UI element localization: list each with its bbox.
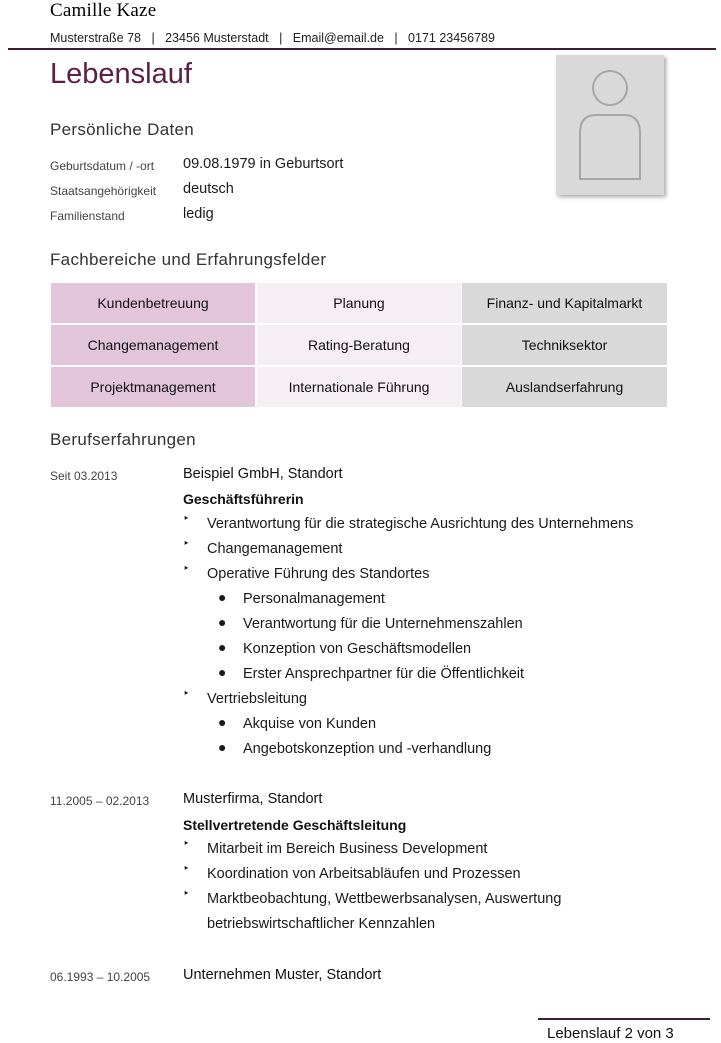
label-nationality: Staatsangehörigkeit bbox=[50, 184, 157, 198]
contact-line: Musterstraße 78 | 23456 Musterstadt | Email@email.de | 0171 23456789 bbox=[50, 31, 495, 45]
label-birth: Geburtsdatum / -ort bbox=[50, 159, 155, 173]
value-marital-status: ledig bbox=[183, 206, 214, 222]
expertise-cell: Changemanagement bbox=[51, 325, 255, 365]
arrow-bullet-icon: ‣ bbox=[183, 563, 190, 575]
contact-city: 23456 Musterstadt bbox=[165, 31, 269, 45]
job-date: 11.2005 – 02.2013 bbox=[50, 794, 150, 808]
arrow-bullet-icon: ‣ bbox=[183, 888, 190, 900]
expertise-cell: Finanz- und Kapitalmarkt bbox=[462, 283, 667, 323]
contact-phone: 0171 23456789 bbox=[408, 31, 495, 45]
job-company: Unternehmen Muster, Standort bbox=[183, 967, 382, 983]
dot-bullet-icon: ● bbox=[218, 714, 227, 730]
footer-divider bbox=[538, 1018, 710, 1020]
page-number: Lebenslauf 2 von 3 bbox=[547, 1025, 674, 1042]
expertise-cell: Kundenbetreuung bbox=[51, 283, 255, 323]
job-date: 06.1993 – 10.2005 bbox=[50, 970, 151, 984]
expertise-cell: Rating-Beratung bbox=[257, 325, 461, 365]
job-company: Musterfirma, Standort bbox=[183, 791, 323, 807]
section-expertise-heading: Fachbereiche und Erfahrungsfelder bbox=[50, 250, 327, 269]
value-nationality: deutsch bbox=[183, 181, 234, 197]
job-position: Stellvertretende Geschäftsleitung bbox=[183, 817, 407, 833]
dot-bullet-icon: ● bbox=[218, 664, 227, 680]
job-position: Geschäftsführerin bbox=[183, 491, 304, 507]
contact-street: Musterstraße 78 bbox=[50, 31, 142, 45]
job-date: Seit 03.2013 bbox=[50, 469, 118, 483]
arrow-bullet-icon: ‣ bbox=[183, 863, 190, 875]
dot-bullet-icon: ● bbox=[218, 589, 227, 605]
arrow-bullet-icon: ‣ bbox=[183, 838, 190, 850]
list-item-continuation: betriebswirtschaftlicher Kennzahlen bbox=[207, 916, 436, 932]
label-marital-status: Familienstand bbox=[50, 209, 125, 223]
arrow-bullet-icon: ‣ bbox=[183, 538, 190, 550]
expertise-cell: Techniksektor bbox=[462, 325, 667, 365]
dot-bullet-icon: ● bbox=[218, 639, 227, 655]
expertise-cell: Projektmanagement bbox=[51, 367, 255, 407]
header-divider bbox=[8, 48, 716, 50]
applicant-name: Camille Kaze bbox=[50, 0, 157, 21]
expertise-cell: Internationale Führung bbox=[257, 367, 461, 407]
dot-bullet-icon: ● bbox=[218, 739, 227, 755]
dot-bullet-icon: ● bbox=[218, 614, 227, 630]
contact-email: Email@email.de bbox=[292, 31, 384, 45]
avatar-icon bbox=[556, 55, 664, 195]
arrow-bullet-icon: ‣ bbox=[183, 688, 190, 700]
section-experience-heading: Berufserfahrungen bbox=[50, 430, 196, 449]
job-company: Beispiel GmbH, Standort bbox=[183, 466, 343, 482]
page-title: Lebenslauf bbox=[50, 58, 192, 90]
arrow-bullet-icon: ‣ bbox=[183, 513, 190, 525]
section-personal-heading: Persönliche Daten bbox=[50, 120, 195, 139]
expertise-grid bbox=[51, 283, 667, 409]
photo-placeholder bbox=[556, 55, 664, 195]
expertise-cell: Planung bbox=[257, 283, 461, 323]
value-birth: 09.08.1979 in Geburtsort bbox=[183, 156, 344, 172]
expertise-cell: Auslandserfahrung bbox=[462, 367, 667, 407]
